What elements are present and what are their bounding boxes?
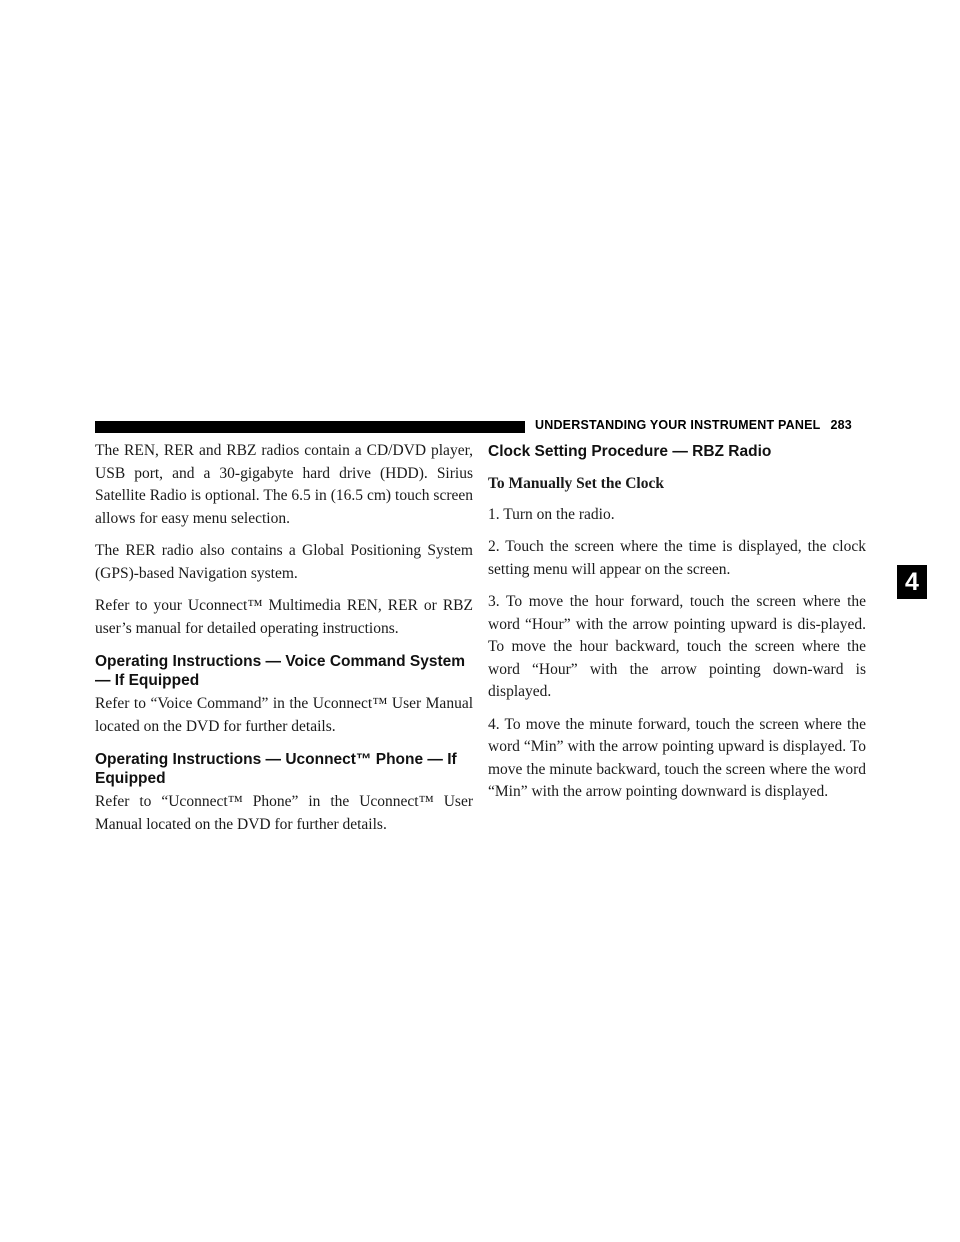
heading-clock-setting: Clock Setting Procedure — RBZ Radio [488, 443, 772, 460]
paragraph-gps: The RER radio also contains a Global Positioning System (GPS)-based Navigation system. [95, 542, 473, 582]
subheading-manual-clock: To Manually Set the Clock [488, 475, 664, 492]
step-item: 2. Touch the screen where the time is displayed, the clock setting menu will appear on the screen. [488, 538, 866, 578]
paragraph-voice-command: Refer to “Voice Command” in the Uconnect™ User Manual located on the DVD for further details. [95, 695, 473, 735]
running-header [535, 418, 852, 432]
paragraph-refer-manual: Refer to your Uconnect™ Multimedia REN, RER or RBZ user’s manual for detailed operating instructions. [95, 597, 473, 637]
heading-voice-command: Operating Instructions — Voice Command System — If Equipped [95, 653, 466, 689]
section-title: UNDERSTANDING YOUR INSTRUMENT PANEL [535, 418, 821, 432]
paragraph-uconnect-phone: Refer to “Uconnect™ Phone” in the Uconnect™ User Manual located on the DVD for further details. [95, 793, 473, 833]
chapter-tab: 4 [897, 565, 927, 599]
step-item: 3. To move the hour forward, touch the screen where the word “Hour” with the arrow pointing upward is dis-played. To move the hour backward, touch the screen where the word “Hour” with the arrow pointing down-ward is displayed. [488, 593, 866, 700]
step-item: 1. Turn on the radio. [488, 505, 615, 523]
page-number: 283 [830, 418, 852, 432]
heading-uconnect-phone: Operating Instructions — Uconnect™ Phone — If Equipped [95, 751, 457, 787]
step-item: 4. To move the minute forward, touch the screen where the word “Min” with the arrow pointing upward is displayed. To move the minute backward, touch the screen where the word “Min” with the arrow pointing downward is displayed. [488, 715, 866, 800]
paragraph-radios: The REN, RER and RBZ radios contain a CD/DVD player, USB port, and a 30-gigabyte hard drive (HDD). Sirius Satellite Radio is optional. The 6.5 in (16.5 cm) touch screen allows for easy menu selection. [95, 442, 473, 527]
left-column [95, 440, 473, 846]
right-column [488, 440, 866, 814]
header-rule [95, 421, 525, 433]
